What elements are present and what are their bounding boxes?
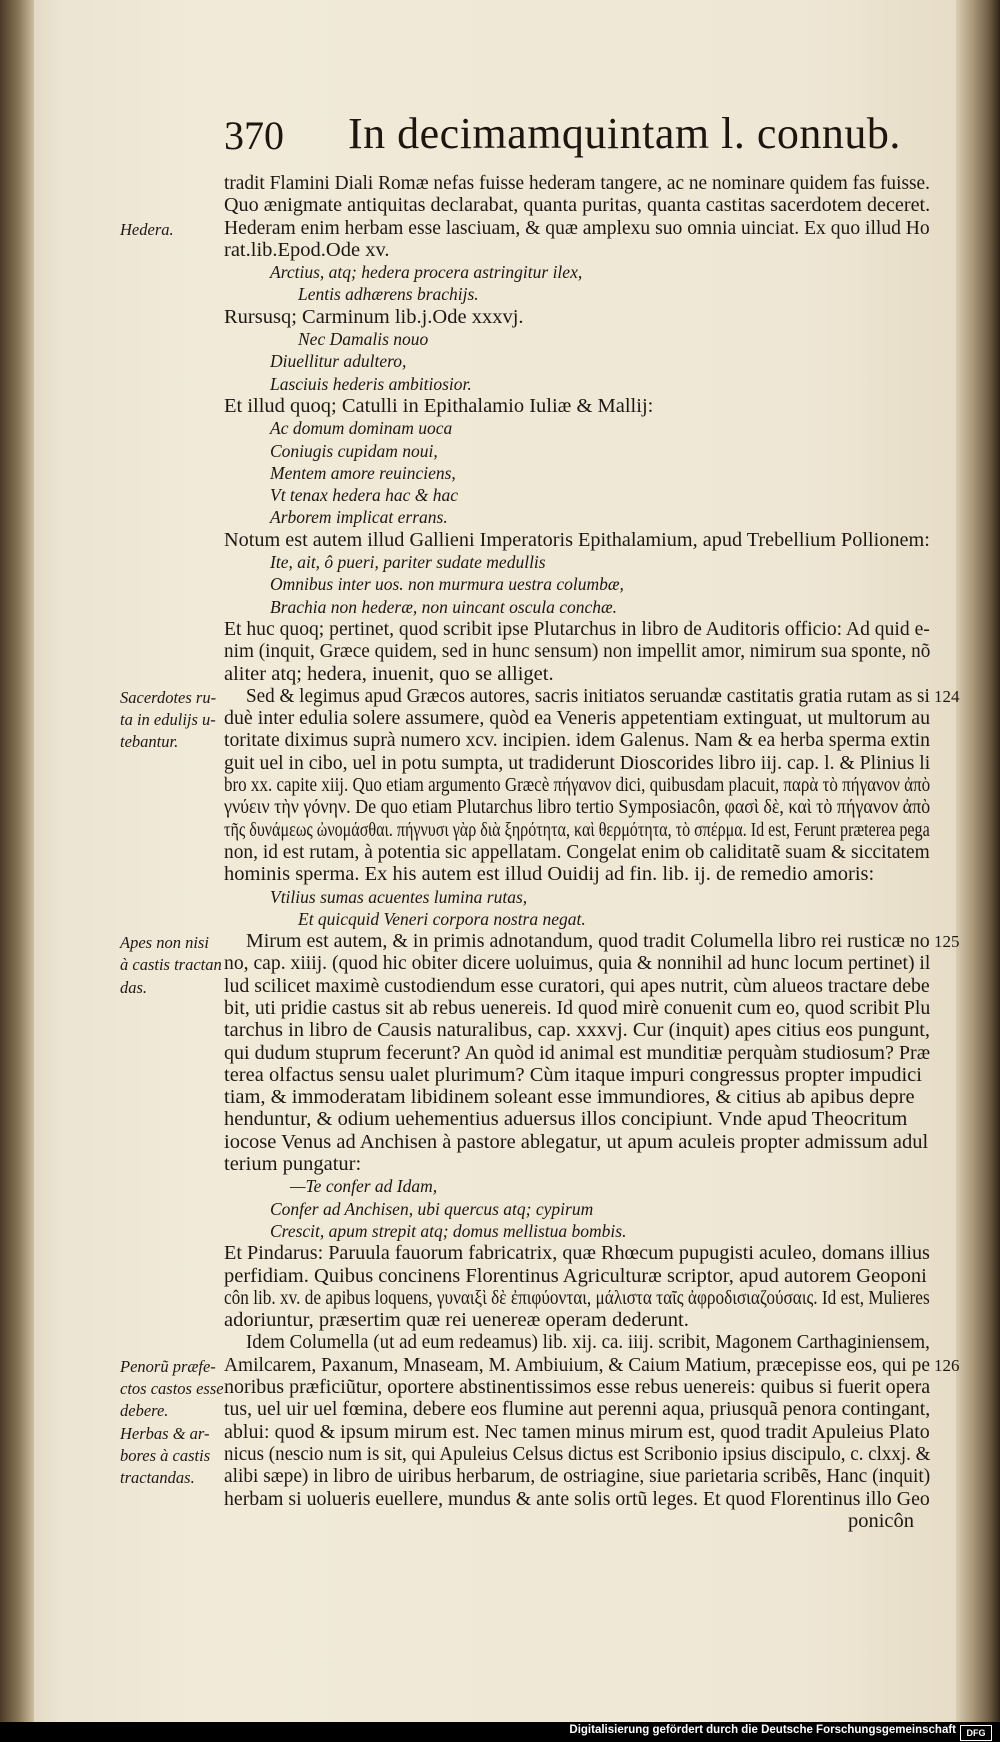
line-text: tarchus in libro de Causis naturalibus, cap. xxxvj. Cur (inquit) apes citius eos pungunt, [224, 1019, 931, 1042]
line-text: henduntur, & odium uehementius aduersus illos concipiunt. Vnde apud Theocritum [224, 1108, 908, 1131]
margin-note [120, 1423, 220, 1490]
line-text: guit uel in cibo, uel in potu sumpta, ut tradiderunt Dioscorides libro iij. cap. l. & Plinius li [224, 751, 931, 774]
text-line [224, 529, 930, 551]
line-text: Lasciuis hederis ambitiosior. [270, 373, 472, 394]
text-line [224, 707, 930, 729]
line-text: terium pungatur: [224, 1153, 362, 1176]
line-text: hominis sperma. Ex his autem est illud Ouidij ad fin. lib. ij. de remedio amoris: [224, 863, 875, 886]
line-text: nim (inquit, Græce quidem, sed in hunc sensum) non impellit amor, nimirum sua sponte, nõ [224, 640, 931, 663]
line-text: bro xx. capite xiij. Quo etiam argumento Græcè πήγανον dici, quibusdam placuit, παρὰ τὸ πήγανον ἀπὸ [224, 774, 931, 797]
margin-note-line: ctos castos esse [120, 1379, 224, 1399]
verse-line [224, 1220, 930, 1242]
margin-note-line: Sacerdotes ru- [120, 687, 217, 707]
verse-line [224, 908, 930, 930]
line-text: perfidiam. Quibus concinens Florentinus Agriculturæ scriptor, apud autorem Geoponi [224, 1264, 927, 1287]
verse-line [224, 440, 930, 462]
text-line [224, 796, 930, 818]
margin-note [120, 1356, 224, 1423]
text-line [224, 1287, 930, 1309]
line-text: non, id est rutam, à potentia sic appellatam. Congelat enim ob caliditatẽ suam & siccitatem [224, 840, 930, 863]
text-line [224, 1421, 930, 1443]
line-text: tradit Flamini Diali Romæ nefas fuisse hederam tangere, ac ne nominare quidem fas fuisse. [224, 172, 930, 194]
text-line [224, 729, 930, 751]
text-line [224, 239, 930, 261]
verse-line [224, 596, 930, 618]
line-text: tus, uel uir uel fœmina, debere eos flumine aut perenni aqua, priusquã penora contingant, [224, 1398, 931, 1421]
text-line [224, 306, 930, 328]
text-line [224, 217, 930, 239]
line-text: Brachia non hederæ, non uincant oscula conchæ. [270, 596, 618, 617]
line-text: γνύειν τὴν γόνην. De quo etiam Plutarchus libro tertio Symposiacôn, φασὶ δὲ, καὶ τὸ πήγανον ἀπὸ [224, 796, 931, 819]
text-line [224, 1042, 930, 1064]
text-line [224, 1443, 930, 1465]
text-line [224, 663, 930, 685]
margin-note-line: Herbas & ar- [120, 1423, 210, 1443]
text-line [224, 819, 930, 841]
margin-note [120, 932, 220, 999]
text-line [224, 395, 930, 417]
margin-note-line: tractandas. [120, 1468, 195, 1488]
line-text: —Te confer ad Idam, [290, 1176, 438, 1197]
line-text: tiam, & immoderatam libidinem soleant esse immundiores, & citius ab apibus depre [224, 1086, 915, 1109]
catchword [224, 1510, 930, 1532]
text-line [224, 1265, 930, 1287]
text-line [224, 1019, 930, 1041]
verse-line [224, 886, 930, 908]
line-text: Coniugis cupidam noui, [270, 440, 438, 461]
page-edge [956, 0, 1000, 1742]
binding-shadow [0, 0, 34, 1742]
line-text: iocose Venus ad Anchisen à pastore ablegatur, ut apum aculeis propter admissum adul [224, 1130, 929, 1153]
line-text: Rursusq; Carminum lib.j.Ode xxxvj. [224, 305, 524, 328]
line-text: nicus (nescio num is sit, qui Apuleius Celsus dictus est Scribonio ipsius discipulo, c. clxxj. & [224, 1442, 931, 1465]
verse-line [224, 484, 930, 506]
line-text: Lentis adhærens brachijs. [298, 284, 479, 305]
text-line [224, 1376, 930, 1398]
text-line [224, 997, 930, 1019]
text-line [224, 1131, 930, 1153]
verse-line [224, 573, 930, 595]
text-line [224, 1488, 930, 1510]
margin-note-line: à castis tractan [120, 955, 222, 975]
verse-line [224, 350, 930, 372]
line-text: Diuellitur adultero, [270, 351, 407, 372]
section-number: 125 [934, 932, 960, 952]
text-line [224, 1465, 930, 1487]
margin-note-line: tebantur. [120, 732, 179, 752]
line-text: Amilcarem, Paxanum, Mnaseam, M. Ambiuium, & Caium Matium, præcepisse eos, qui pe [224, 1353, 931, 1376]
margin-note [120, 687, 220, 754]
line-text: bit, uti pridie castus sit ab rebus uenereis. Id quod mirè conuenit cum eo, quod scribit Plu [224, 996, 931, 1019]
line-text: Crescit, apum strepit atq; domus mellistua bombis. [270, 1220, 627, 1241]
text-line [224, 1354, 930, 1376]
text-line [224, 1331, 930, 1353]
page-number: 370 [224, 113, 284, 158]
text-line [224, 975, 930, 997]
dfg-logo: DFG [960, 1725, 992, 1741]
running-title: In decimamquintam l. connub. [348, 109, 901, 158]
body-text [224, 172, 930, 1532]
verse-line [224, 506, 930, 528]
text-line [224, 1153, 930, 1175]
text-line [224, 1309, 930, 1331]
line-text: ablui: quod & ipsum mirum est. Nec tamen minus mirum est, quod tradit Apuleius Plato [224, 1420, 930, 1443]
text-line [224, 172, 930, 194]
line-text: Arctius, atq; hedera procera astringitur ilex, [270, 262, 583, 283]
text-line [224, 1064, 930, 1086]
line-text: côn lib. xv. de apibus loquens, γυναιξὶ δὲ ἐπιφύονται, μάλιστα ταῖς ἀφροδισιαζούσαις. Id est, Mulieres [224, 1286, 930, 1309]
margin-note-line: das. [120, 977, 148, 997]
line-text: qui dudum stuprum fecerunt? An quòd id animal est munditiæ perquàm studiosum? Præ [224, 1041, 931, 1064]
line-text: no, cap. xiiij. (quod hic obiter dicere uoluimus, quia & nonnihil ad hunc locum pertinet) il [224, 952, 931, 975]
verse-line [224, 1198, 930, 1220]
text-line [224, 640, 930, 662]
text-line [224, 685, 930, 707]
line-text: Vt tenax hedera hac & hac [270, 485, 459, 506]
line-text: Mentem amore reuinciens, [270, 462, 456, 483]
line-text: herbam si uolueris euellere, mundus & ante solis ortũ leges. Et quod Florentinus illo Geo [224, 1487, 930, 1510]
line-text: Ac domum dominam uoca [270, 418, 453, 439]
line-text: toritate diximus suprà numero xcv. incipien. idem Galenus. Nam & ea herba sperma extin [224, 729, 930, 752]
line-text: Et illud quoq; Catulli in Epithalamio Iuliæ & Mallij: [224, 394, 654, 417]
verse-line [224, 373, 930, 395]
margin-note [120, 219, 220, 241]
line-text: Hederam enim herbam esse lasciuam, & quæ amplexu suo omnia uinciat. Ex quo illud Ho [224, 216, 930, 239]
text-line [224, 752, 930, 774]
margin-note-line: Hedera. [120, 219, 174, 239]
line-text: ponicôn [847, 1509, 914, 1532]
text-line [224, 1086, 930, 1108]
line-text: Notum est autem illud Gallieni Imperatoris Epithalamium, apud Trebellium Pollionem: [224, 528, 930, 551]
margin-note-line: ta in edulijs u- [120, 710, 216, 730]
line-text: Vtilius sumas acuentes lumina rutas, [270, 886, 528, 907]
line-text: Et Pindarus: Paruula fauorum fabricatrix, quæ Rhœcum pupugisti aculeo, domans illius [224, 1242, 930, 1265]
verse-line [224, 283, 930, 305]
line-text: Idem Columella (ut ad eum redeamus) lib. xij. ca. iiij. scribit, Magonem Carthaginiensem, [246, 1331, 930, 1354]
line-text: noribus præficiũtur, oportere abstinentissimos esse rebus uenereis: quibus si fuerit opera [224, 1376, 931, 1399]
verse-line [224, 462, 930, 484]
line-text: Nec Damalis nouo [298, 329, 429, 350]
page-header [224, 108, 924, 168]
line-text: Arborem implicat errans. [270, 507, 448, 528]
line-text: Mirum est autem, & in primis adnotandum, quod tradit Columella libro rei rusticæ no [246, 930, 930, 953]
text-line [224, 841, 930, 863]
verse-line [224, 417, 930, 439]
text-line [224, 194, 930, 216]
text-line [224, 1398, 930, 1420]
text-line [224, 863, 930, 885]
text-line [224, 618, 930, 640]
line-text: τῆς δυνάμεως ὠνομάσθαι. πήγνυσι γὰρ διὰ ξηρότητα, καὶ θερμότητα, τὸ σπέρμα. Id est, Ferunt præterea pega [224, 818, 930, 841]
footer-credit: Digitalisierung gefördert durch die Deutsche Forschungsgemeinschaft [569, 1724, 956, 1736]
verse-line [224, 328, 930, 350]
text-line [224, 1108, 930, 1130]
text-line [224, 774, 930, 796]
section-number: 126 [934, 1355, 960, 1375]
text-line [224, 930, 930, 952]
section-number: 124 [934, 686, 960, 706]
text-line [224, 952, 930, 974]
verse-line [224, 1175, 930, 1197]
line-text: duè inter edulia solere assumere, quòd ea Veneris appetentiam extinguat, ut multorum au [224, 707, 931, 730]
line-text: Confer ad Anchisen, ubi quercus atq; cypirum [270, 1198, 594, 1219]
line-text: terea olfactus sensu ualet plurimum? Cùm itaque impuri congressus propter impudici [224, 1063, 922, 1086]
margin-note-line: bores à castis [120, 1446, 211, 1466]
line-text: Sed & legimus apud Græcos autores, sacris initiatos seruandæ castitatis gratia rutam as si [246, 684, 930, 707]
line-text: aliter atq; hedera, inuenit, quo se alliget. [224, 662, 554, 685]
footer-bar [0, 1722, 1000, 1742]
line-text: rat.lib.Epod.Ode xv. [224, 238, 390, 261]
line-text: Quo ænigmate antiquitas declarabat, quanta puritas, quanta castitas sacerdotem deceret. [224, 194, 931, 217]
line-text: Omnibus inter uos. non murmura uestra columbæ, [270, 574, 624, 595]
line-text: alibi sæpe) in libro de uiribus herbarum, de ostriagine, siue parietaria scribẽs, Hanc (inquit) [224, 1465, 931, 1488]
line-text: lud scilicet maximè custodiendum esse curatori, qui apes nutrit, cùm alueos tractare debe [224, 974, 930, 997]
line-text: Et quicquid Veneri corpora nostra negat. [298, 908, 586, 929]
text-line [224, 1242, 930, 1264]
line-text: Ite, ait, ô pueri, pariter sudate medullis [270, 552, 546, 573]
line-text: adoriuntur, præsertim quæ rei uenereæ operam dederunt. [224, 1309, 689, 1332]
margin-note-line: Apes non nisi [120, 933, 209, 953]
margin-note-line: debere. [120, 1401, 169, 1421]
line-text: Et huc quoq; pertinet, quod scribit ipse Plutarchus in libro de Auditoris officio: Ad quid e- [224, 617, 930, 640]
verse-line [224, 261, 930, 283]
verse-line [224, 551, 930, 573]
margin-note-line: Penorũ præfe- [120, 1356, 216, 1376]
